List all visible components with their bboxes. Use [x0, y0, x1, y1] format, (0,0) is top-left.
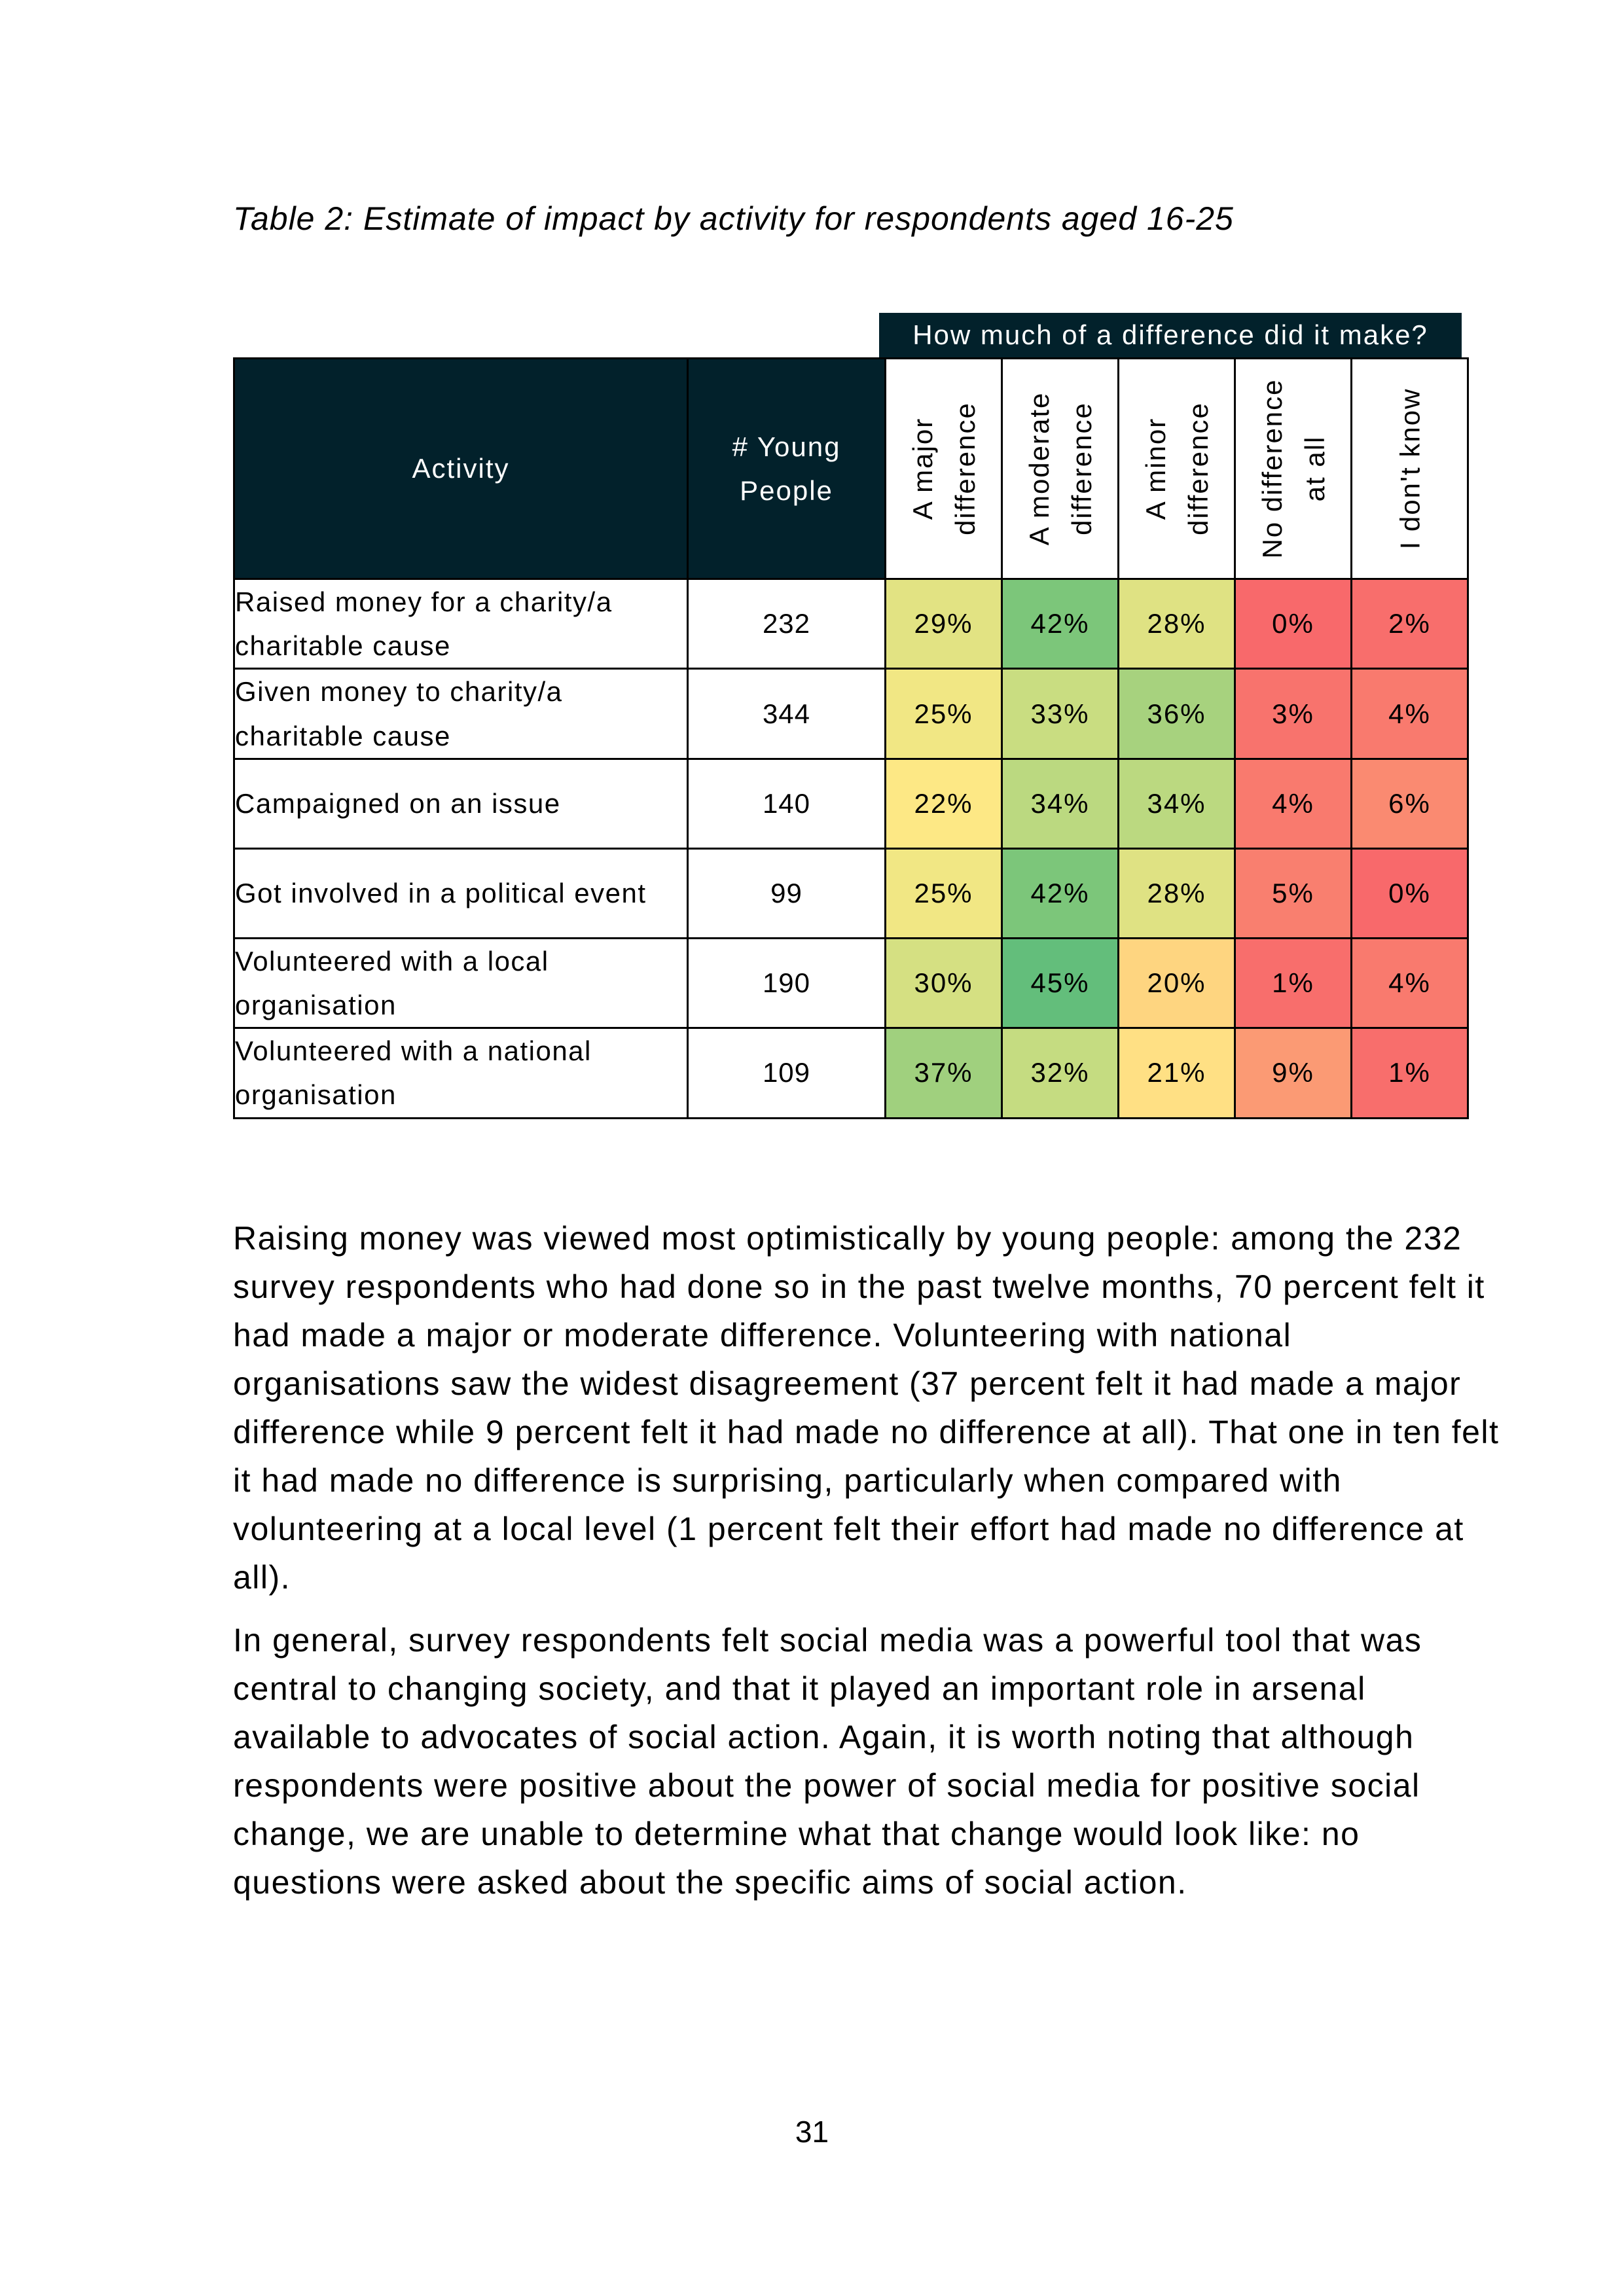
col-header-dont-know: I don't know [1352, 359, 1468, 579]
percentage-cell: 6% [1352, 759, 1468, 848]
young-people-count-cell: 109 [688, 1028, 886, 1118]
percentage-cell: 1% [1352, 1028, 1468, 1118]
young-people-header: # Young People [688, 359, 886, 579]
difference-super-header: How much of a difference did it make? [879, 313, 1462, 357]
table-row [234, 1028, 1468, 1118]
young-people-count-cell: 140 [688, 759, 886, 848]
percentage-cell: 30% [886, 938, 1002, 1028]
percentage-cell: 20% [1119, 938, 1235, 1028]
impact-table [233, 357, 1469, 1119]
percentage-cell: 28% [1119, 848, 1235, 938]
table-row [234, 759, 1468, 848]
percentage-cell: 33% [1002, 669, 1119, 759]
percentage-cell: 37% [886, 1028, 1002, 1118]
col-header-minor: A minor difference [1119, 359, 1235, 579]
activity-cell: Volunteered with a national organisation [234, 1028, 688, 1118]
table-caption: Table 2: Estimate of impact by activity for respondents aged 16-25 [233, 200, 1234, 237]
col-header-moderate: A moderate difference [1002, 359, 1119, 579]
percentage-cell: 45% [1002, 938, 1119, 1028]
activity-cell: Campaigned on an issue [234, 759, 688, 848]
activity-cell: Raised money for a charity/a charitable cause [234, 579, 688, 669]
young-people-count-cell: 190 [688, 938, 886, 1028]
paragraph: In general, survey respondents felt social media was a powerful tool that was central to changing society, and that it played an important role in arsenal available to advocates of social action. Again, it is worth noting that although respondents were positive about the power of social media for positive social change, we are unable to determine what that change would look like: no questions were asked about the specific aims of social action. [233, 1622, 1422, 1901]
percentage-cell: 2% [1352, 579, 1468, 669]
percentage-cell: 42% [1002, 848, 1119, 938]
young-people-count-cell: 344 [688, 669, 886, 759]
table-header-row [234, 359, 1468, 579]
percentage-cell: 25% [886, 848, 1002, 938]
activity-cell: Volunteered with a local organisation [234, 938, 688, 1028]
table-row [234, 579, 1468, 669]
percentage-cell: 25% [886, 669, 1002, 759]
percentage-cell: 4% [1235, 759, 1352, 848]
percentage-cell: 1% [1235, 938, 1352, 1028]
percentage-cell: 21% [1119, 1028, 1235, 1118]
percentage-cell: 4% [1352, 669, 1468, 759]
percentage-cell: 0% [1352, 848, 1468, 938]
table-row [234, 848, 1468, 938]
percentage-cell: 4% [1352, 938, 1468, 1028]
percentage-cell: 28% [1119, 579, 1235, 669]
col-header-no-difference: No difference at all [1235, 359, 1352, 579]
table-row [234, 669, 1468, 759]
percentage-cell: 3% [1235, 669, 1352, 759]
percentage-cell: 32% [1002, 1028, 1119, 1118]
young-people-count-cell: 232 [688, 579, 886, 669]
percentage-cell: 29% [886, 579, 1002, 669]
percentage-cell: 34% [1119, 759, 1235, 848]
percentage-cell: 5% [1235, 848, 1352, 938]
percentage-cell: 42% [1002, 579, 1119, 669]
page-number: 31 [795, 2115, 829, 2149]
activity-cell: Got involved in a political event [234, 848, 688, 938]
percentage-cell: 36% [1119, 669, 1235, 759]
percentage-cell: 0% [1235, 579, 1352, 669]
percentage-cell: 34% [1002, 759, 1119, 848]
paragraph: Raising money was viewed most optimistically by young people: among the 232 survey respondents who had done so in the past twelve months, 70 percent felt it had made a major or moderate difference. Volunteering with national organisations saw the widest disagreement (37 percent felt it had made a major difference while 9 percent felt it had made no difference at all). That one in ten felt it had made no difference is surprising, particularly when compared with volunteering at a local level (1 percent felt their effort had made no difference at all). [233, 1220, 1500, 1596]
percentage-cell: 22% [886, 759, 1002, 848]
table-row [234, 938, 1468, 1028]
activity-header: Activity [234, 359, 688, 579]
percentage-cell: 9% [1235, 1028, 1352, 1118]
young-people-count-cell: 99 [688, 848, 886, 938]
activity-cell: Given money to charity/a charitable cause [234, 669, 688, 759]
col-header-major: A major difference [886, 359, 1002, 579]
body-text [233, 1214, 1503, 1921]
